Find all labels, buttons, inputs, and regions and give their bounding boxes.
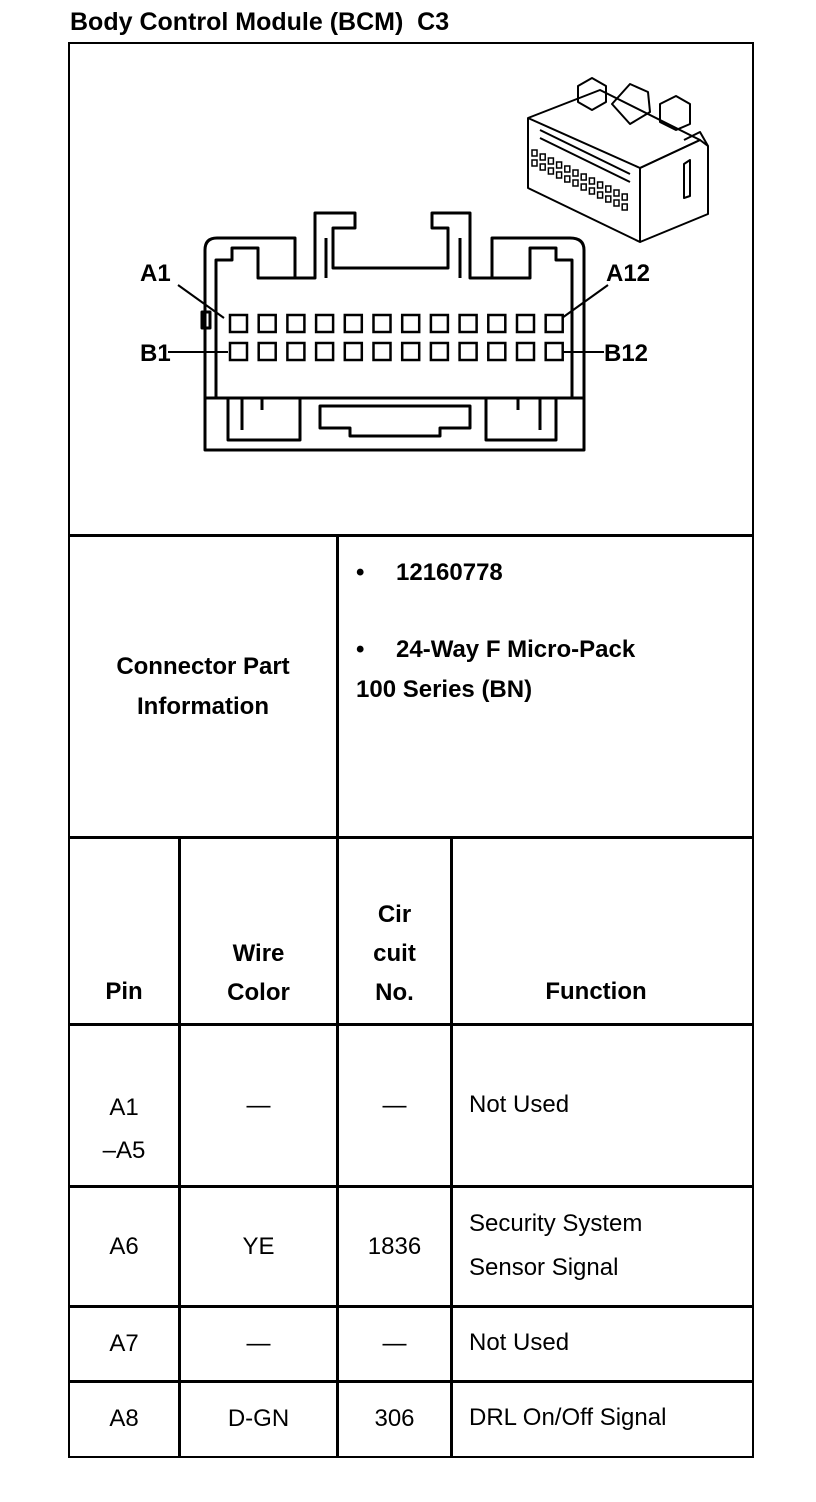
header-function: Function <box>545 978 647 1005</box>
mini-pin-cavity <box>548 158 553 164</box>
row-1-pin: A1 –A5 <box>102 1094 146 1164</box>
pin-cavity-b6 <box>374 343 391 360</box>
mini-pin-cavity <box>565 166 570 172</box>
mini-pin-cavity <box>589 178 594 184</box>
header-pin: Pin <box>105 978 143 1005</box>
pin-cavity-b5 <box>345 343 362 360</box>
pin-cavity-a12 <box>546 315 563 332</box>
label-a12: A12 <box>606 260 651 287</box>
pin-cavity-a6 <box>374 315 391 332</box>
pin-cavity-a9 <box>460 315 477 332</box>
pin-cavity-a3 <box>287 315 304 332</box>
col-divider-1 <box>178 836 181 1458</box>
header-wire-color: Wire Color <box>227 940 290 1006</box>
row-1-function: Not Used <box>469 1091 570 1118</box>
pin-cavity-a11 <box>517 315 534 332</box>
row-2-pin: A6 <box>109 1233 139 1260</box>
pin-cavity-a2 <box>259 315 276 332</box>
row-3-pin: A7 <box>109 1330 139 1357</box>
row-4-function: DRL On/Off Signal <box>469 1404 667 1431</box>
mini-pin-cavity <box>606 196 611 202</box>
description-line1: 24-Way F Micro-Pack <box>396 636 636 663</box>
row-1-wire: — <box>246 1092 271 1119</box>
mini-pin-cavity <box>573 180 578 186</box>
mini-pin-cavity <box>614 200 619 206</box>
connector-diagram <box>0 0 816 540</box>
pin-cavity-b11 <box>517 343 534 360</box>
row-3-function: Not Used <box>469 1329 570 1356</box>
connector-3d-illustration <box>528 78 708 242</box>
pin-cavity-b10 <box>488 343 505 360</box>
label-a1: A1 <box>140 260 171 287</box>
mini-pin-cavity <box>581 184 586 190</box>
mini-pin-cavity <box>573 170 578 176</box>
row-4-circuit: 306 <box>374 1405 415 1432</box>
mini-pin-cavity <box>589 188 594 194</box>
pin-cavity-b7 <box>402 343 419 360</box>
mini-pin-cavity <box>557 162 562 168</box>
row-3-circuit: — <box>382 1330 407 1357</box>
mini-pin-cavity <box>565 176 570 182</box>
pin-cavity-b1 <box>230 343 247 360</box>
bullet-part-number: • <box>356 559 365 586</box>
page-title: Body Control Module (BCM) C3 <box>70 8 450 36</box>
description-line2: 100 Series (BN) <box>356 676 533 703</box>
pin-cavity-a4 <box>316 315 333 332</box>
mini-pin-cavity <box>614 190 619 196</box>
row-2-wire: YE <box>242 1233 275 1260</box>
pin-cavity-a10 <box>488 315 505 332</box>
header-circuit: Cir cuit No. <box>373 901 416 1006</box>
mini-pin-cavity <box>622 194 627 200</box>
label-b1: B1 <box>140 340 171 367</box>
mini-pin-cavity <box>622 204 627 210</box>
pin-cavity-a1 <box>230 315 247 332</box>
row-2-circuit: 1836 <box>367 1233 422 1260</box>
pin-cavity-b9 <box>460 343 477 360</box>
bullet-description: • <box>356 636 365 663</box>
divider-part-info <box>336 534 339 839</box>
mini-pin-cavity <box>557 172 562 178</box>
mini-pin-cavity <box>540 154 545 160</box>
mini-pin-cavity <box>606 186 611 192</box>
pin-cavity-b12 <box>546 343 563 360</box>
mini-pin-cavity <box>581 174 586 180</box>
mini-pin-cavity <box>532 160 537 166</box>
row-2-function-line2: Sensor Signal <box>469 1254 619 1281</box>
row-4-pin: A8 <box>109 1405 139 1432</box>
connector-bottom-slot-left <box>228 398 300 440</box>
label-b12: B12 <box>604 340 649 367</box>
col-divider-3 <box>450 836 453 1458</box>
mini-pin-cavity <box>548 168 553 174</box>
pin-cavity-a7 <box>402 315 419 332</box>
mini-pin-cavity <box>540 164 545 170</box>
connector-info-heading-line2: Information <box>137 692 269 720</box>
mini-pin-cavity <box>598 182 603 188</box>
part-number: 12160778 <box>396 559 503 586</box>
divider-under-header <box>68 1023 754 1026</box>
pin-cavity-a8 <box>431 315 448 332</box>
connector-key-slot <box>320 406 470 436</box>
pin-cavity-a5 <box>345 315 362 332</box>
row-1-circuit: — <box>382 1092 407 1119</box>
row-3-wire: — <box>246 1330 271 1357</box>
pin-cavity-b8 <box>431 343 448 360</box>
divider-under-part-info <box>68 836 754 839</box>
mini-pin-cavity <box>598 192 603 198</box>
pin-cavity-b3 <box>287 343 304 360</box>
divider-row-2 <box>68 1305 754 1308</box>
row-2-function-line1: Security System <box>469 1210 643 1237</box>
mini-pin-cavity <box>532 150 537 156</box>
divider-row-3 <box>68 1380 754 1383</box>
connector-bottom-slot-right <box>486 398 556 440</box>
pin-cavity-b4 <box>316 343 333 360</box>
divider-row-1 <box>68 1185 754 1188</box>
connector-info-heading <box>70 537 336 836</box>
connector-info-heading-line1: Connector Part <box>116 652 290 680</box>
row-4-wire: D-GN <box>227 1405 290 1432</box>
pin-cavity-b2 <box>259 343 276 360</box>
